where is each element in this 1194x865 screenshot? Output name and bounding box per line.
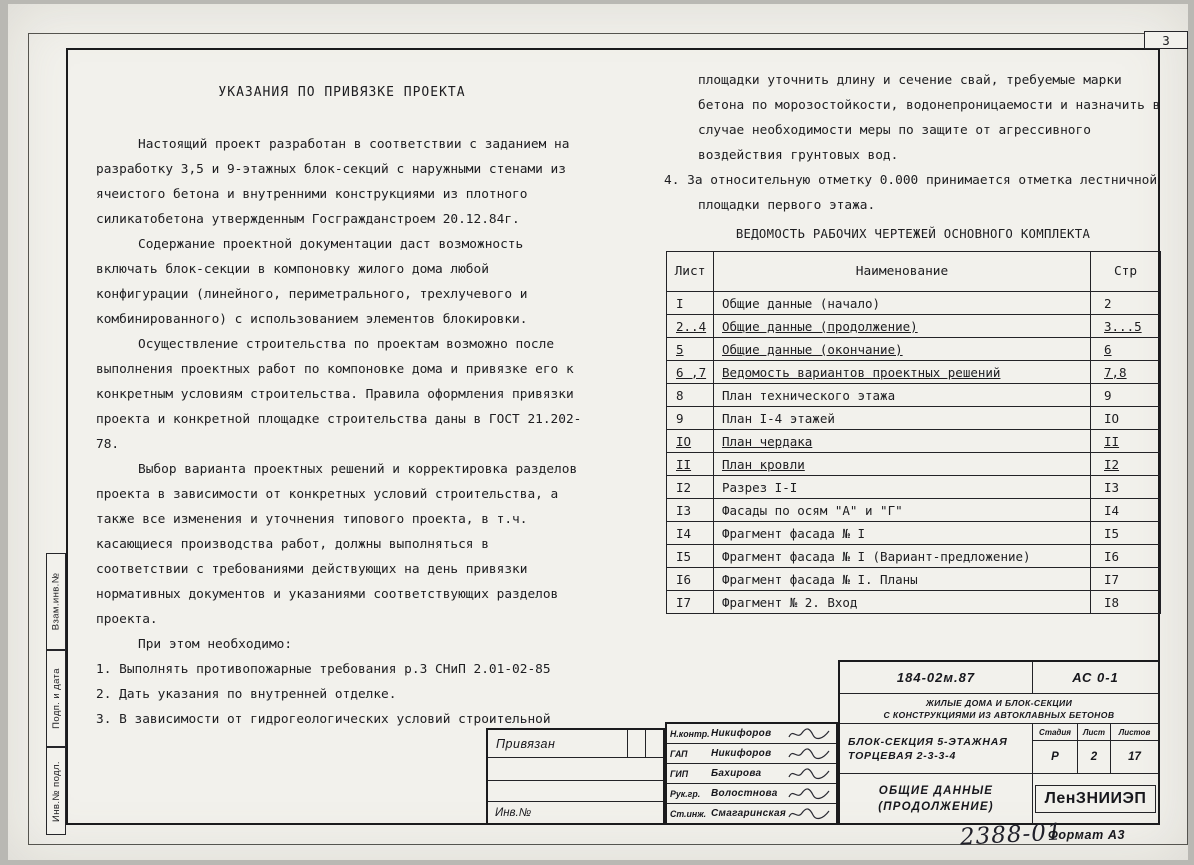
paragraph: Настоящий проект разработан в соответствии с заданием на разработку 3,5 и 9-этажных блок-секций с наружными стенами из ячеистого бетона и внутренними конструкциями из плотного силикатобетона утвержденным Госгражданстроем 20.12.84г. <box>96 137 570 227</box>
name-cell: Фрагмент фасада № I. Планы <box>714 568 1091 591</box>
paragraph: При этом необходимо: <box>138 637 293 652</box>
sheet-cell: IO <box>667 430 714 453</box>
sheet-cell: 2..4 <box>667 315 714 338</box>
format-label: Формат А3 <box>1048 828 1126 842</box>
table-row <box>667 315 1161 338</box>
empty-row <box>488 758 663 781</box>
page-cell: IO <box>1091 407 1161 430</box>
stage-value: Р <box>1033 741 1078 773</box>
name-cell: План кровли <box>714 453 1091 476</box>
name-cell: План I-4 этажей <box>714 407 1091 430</box>
object-name-line1: БЛОК-СЕКЦИЯ 5-ЭТАЖНАЯ <box>848 735 1008 748</box>
empty-row <box>488 781 663 802</box>
page-cell: I3 <box>1091 476 1161 499</box>
margin-strip-cell-inv <box>46 747 66 835</box>
title-block-signatures <box>665 722 838 825</box>
signature-icon <box>787 726 836 742</box>
margin-strip-cell-vzam <box>46 553 66 650</box>
signature-icon <box>787 786 836 802</box>
sheets-header: Листов <box>1118 727 1151 737</box>
page-cell: 9 <box>1091 384 1161 407</box>
attached-divider-cell <box>627 730 645 757</box>
paragraph-list <box>96 132 588 657</box>
paragraph: Осуществление строительства по проектам возможно после выполнения проектных работ по компоновке дома и привязке его к конкретным условиям строительства. Правила оформления привязки проекта и конкретной площадке строительства даны в ГОСТ 21.202-78. <box>96 337 582 452</box>
list-item-4: 4. За относительную отметку 0.000 принимается отметка лестничной площадки первого этажа. <box>664 173 1158 213</box>
attached-divider-cell <box>645 730 663 757</box>
page-cell: 3...5 <box>1091 315 1161 338</box>
attached-label: Привязан <box>496 736 556 751</box>
table-row <box>667 361 1161 384</box>
signature-icon <box>787 806 836 822</box>
page-cell: 6 <box>1091 338 1161 361</box>
series-title <box>840 694 1158 724</box>
paragraph: Содержание проектной документации даст возможность включать блок-секции в компоновку жилого дома любой конфигурации (линейного, периметрального, трехлучевого и комбинированного) с использованием элементов блокировки. <box>96 237 528 327</box>
inventory-label: Инв.№ <box>495 806 532 819</box>
page-cell: I7 <box>1091 568 1161 591</box>
drawings-table-title: ВЕДОМОСТЬ РАБОЧИХ ЧЕРТЕЖЕЙ ОСНОВНОГО КОМПЛЕКТА <box>735 227 1091 241</box>
sheet-cell: I3 <box>667 499 714 522</box>
table-row <box>667 522 1161 545</box>
name-cell: Разрез I-I <box>714 476 1091 499</box>
header-name: Наименование <box>714 252 1091 292</box>
sheet-cell: 5 <box>667 338 714 361</box>
list-item: 2. Дать указания по внутренней отделке. <box>96 687 397 702</box>
name-cell: План технического этажа <box>714 384 1091 407</box>
table-row <box>667 545 1161 568</box>
organization-cell <box>1033 774 1158 823</box>
sheet-title-line1: ОБЩИЕ ДАННЫЕ <box>878 784 994 797</box>
name-cell: Фрагмент фасада № I <box>714 522 1091 545</box>
sheet-cell: 9 <box>667 407 714 430</box>
page-cell: I4 <box>1091 499 1161 522</box>
header-page: Стр <box>1091 252 1161 292</box>
table-row <box>667 384 1161 407</box>
table-row <box>667 338 1161 361</box>
page-cell: I6 <box>1091 545 1161 568</box>
object-row <box>840 724 1158 774</box>
right-text-column <box>664 68 1164 218</box>
signer-role: ГИП <box>670 768 689 779</box>
signature-row <box>667 784 836 804</box>
table-header-row <box>667 252 1161 292</box>
sheet-title-line2: (ПРОДОЛЖЕНИЕ) <box>878 800 994 813</box>
signature-row <box>667 764 836 784</box>
table-row <box>667 476 1161 499</box>
series-title-line1: ЖИЛЫЕ ДОМА И БЛОК-СЕКЦИИ <box>925 697 1073 708</box>
signature-row <box>667 804 836 823</box>
margin-strip-cell-podp <box>46 650 66 747</box>
sheet-number: 3 <box>1162 32 1170 48</box>
sheet-cell: I2 <box>667 476 714 499</box>
name-cell: Общие данные (начало) <box>714 292 1091 315</box>
name-cell: Ведомость вариантов проектных решений <box>714 361 1091 384</box>
page-cell: II <box>1091 430 1161 453</box>
sheet-value: 2 <box>1078 741 1111 773</box>
sheet-cell: I4 <box>667 522 714 545</box>
sheets-value: 17 <box>1128 751 1141 763</box>
object-name <box>840 724 1033 773</box>
inventory-row <box>488 802 663 823</box>
signature-row <box>667 724 836 744</box>
signer-role: Ст.инж. <box>670 808 707 819</box>
attached-row <box>488 730 663 758</box>
page-cell: 2 <box>1091 292 1161 315</box>
signature-icon <box>787 766 836 782</box>
stamp-code-row <box>840 662 1158 694</box>
name-cell: Фрагмент № 2. Вход <box>714 591 1091 614</box>
name-cell: Фрагмент фасада № I (Вариант-предложение) <box>714 545 1091 568</box>
signer-role: ГАП <box>670 748 688 759</box>
section-title: УКАЗАНИЯ ПО ПРИВЯЗКЕ ПРОЕКТА <box>218 85 466 100</box>
page-cell: I2 <box>1091 453 1161 476</box>
table-row <box>667 453 1161 476</box>
stage-sheet-headers <box>1033 724 1158 741</box>
page-cell: 7,8 <box>1091 361 1161 384</box>
margin-strip-label: Инв.№ подл. <box>50 760 62 822</box>
name-cell: Фасады по осям "А" и "Г" <box>714 499 1091 522</box>
table-row <box>667 568 1161 591</box>
name-cell: Общие данные (окончание) <box>714 338 1091 361</box>
stage-sheet-grid <box>1033 724 1158 773</box>
sheet-cell: I6 <box>667 568 714 591</box>
sheet-header: Лист <box>1078 724 1111 740</box>
sheet-cell: I5 <box>667 545 714 568</box>
header-sheet: Лист <box>667 252 714 292</box>
sheet-cell: II <box>667 453 714 476</box>
signer-name: Никифоров <box>711 728 772 739</box>
sheet-cell: I <box>667 292 714 315</box>
signer-name: Никифоров <box>711 748 772 759</box>
series-title-line2: С КОНСТРУКЦИЯМИ ИЗ АВТОКЛАВНЫХ БЕТОНОВ <box>883 709 1115 720</box>
continuation-paragraph: площадки уточнить длину и сечение свай, требуемые марки бетона по морозостойкости, водонепроницаемости и назначить в случае необходимости меры по защите от агрессивного воздействия грунтовых вод. <box>698 73 1161 163</box>
title-block-left-section <box>486 728 665 825</box>
signature-icon <box>787 746 836 762</box>
sheet-title-row <box>840 774 1158 823</box>
handwritten-doc-code: 2388-01 <box>959 819 1064 851</box>
signer-name: Волостнова <box>711 788 778 799</box>
signature-row <box>667 744 836 764</box>
table-row <box>667 591 1161 614</box>
sheet-number-box <box>1144 31 1188 49</box>
name-cell: План чердака <box>714 430 1091 453</box>
object-name-line2: ТОРЦЕВАЯ 2-3-3-4 <box>848 749 957 762</box>
signer-role: Н.контр. <box>670 728 710 739</box>
table-row <box>667 292 1161 315</box>
margin-strip-label: Взам.инв.№ <box>50 572 62 631</box>
sheet-cell: 6 ,7 <box>667 361 714 384</box>
sheet-cell: I7 <box>667 591 714 614</box>
table-row <box>667 407 1161 430</box>
sheet-title <box>840 774 1033 823</box>
margin-strip-label: Подп. и дата <box>50 668 62 729</box>
list-item: 1. Выполнять противопожарные требования р.3 СНиП 2.01-02-85 <box>96 662 551 677</box>
page-cell: I5 <box>1091 522 1161 545</box>
name-cell: Общие данные (продолжение) <box>714 315 1091 338</box>
signer-name: Бахирова <box>711 768 762 779</box>
stage-sheet-values <box>1033 741 1158 773</box>
numbered-list <box>96 657 588 732</box>
list-item: 3. В зависимости от гидрогеологических условий строительной <box>96 712 551 727</box>
signer-role: Рук.гр. <box>670 788 701 799</box>
left-text-column <box>96 80 588 732</box>
page-cell: I8 <box>1091 591 1161 614</box>
signer-name: Смагаринская <box>711 808 787 819</box>
table-row <box>667 430 1161 453</box>
table-row <box>667 499 1161 522</box>
stage-header: Стадия <box>1033 724 1078 740</box>
drawings-register-table <box>666 251 1161 614</box>
sheet-cell: 8 <box>667 384 714 407</box>
project-code: 184-02м.87 <box>840 662 1033 693</box>
title-block-main <box>838 660 1160 825</box>
paragraph: Выбор варианта проектных решений и корректировка разделов проекта в зависимости от конкретных условий строительства, а также все изменения и уточнения типового проекта, в т.ч. касающиеся производства работ, должны выполняться в соответствии с требованиями действующих на день привязки нормативных документов и указаниями соответствующих разделов проекта. <box>96 462 578 627</box>
organization-name: ЛенЗНИИЭП <box>1035 785 1157 813</box>
set-code: АС 0-1 <box>1072 670 1119 685</box>
